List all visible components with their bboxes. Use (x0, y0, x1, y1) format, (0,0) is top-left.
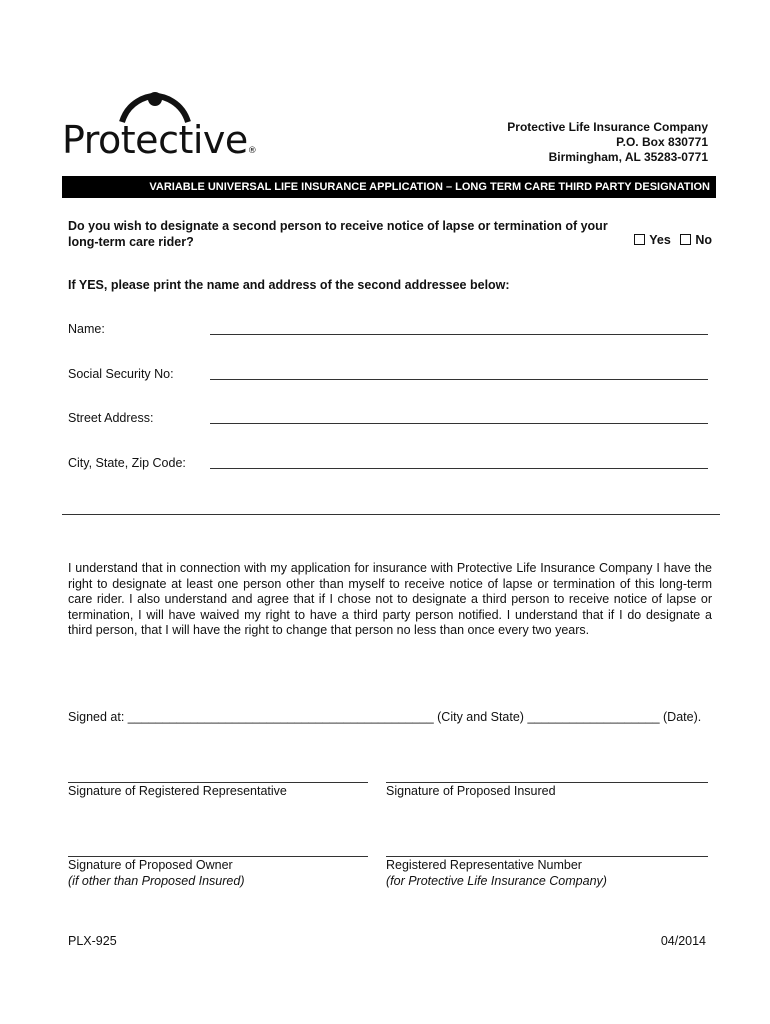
registered-mark: ® (247, 146, 257, 156)
if-yes-instruction: If YES, please print the name and address of the second addressee below: (68, 278, 510, 292)
question-line-2: long-term care rider? (68, 235, 194, 249)
signed-at-label: Signed at: (68, 710, 128, 724)
signed-at-line (68, 710, 701, 724)
city-state-label: (City and State) (433, 710, 528, 724)
insured-signature-line[interactable] (386, 782, 708, 783)
company-city-state-zip: Birmingham, AL 35283-0771 (548, 150, 708, 164)
owner-signature-label: Signature of Proposed Owner (68, 858, 233, 872)
street-address-label: Street Address: (68, 411, 154, 425)
form-number: PLX-925 (68, 934, 117, 948)
ssn-field[interactable] (210, 379, 708, 380)
rep-number-label: Registered Representative Number (386, 858, 582, 872)
no-label: No (695, 233, 712, 247)
company-po-box: P.O. Box 830771 (616, 135, 708, 149)
agreement-paragraph: I understand that in connection with my application for insurance with Protective Life Insurance Company I have the right to designate at least one person other than myself to receive notice of lapse or termination of this long-term care rider. I also understand and agree that if I chose not to designate a third person to receive notice of lapse or termination, I will have waived my right to have a third party person notified. I understand that if I do designate a third person, that I will have the right to change that person no less than once every two years. (68, 561, 712, 637)
yes-no-options (628, 233, 712, 247)
date-label: (Date). (659, 710, 702, 724)
city-state-zip-label: City, State, Zip Code: (68, 456, 186, 470)
insured-signature-label: Signature of Proposed Insured (386, 784, 556, 798)
company-logo (62, 118, 256, 162)
owner-signature-block (68, 858, 245, 889)
yes-label: Yes (649, 233, 671, 247)
owner-signature-note: (if other than Proposed Insured) (68, 873, 245, 888)
company-address (507, 120, 708, 165)
designation-question (68, 218, 628, 250)
city-state-zip-field[interactable] (210, 468, 708, 469)
rep-number-note: (for Protective Life Insurance Company) (386, 873, 607, 888)
signed-at-date-blank[interactable]: ___________________ (527, 710, 660, 724)
rep-number-line[interactable] (386, 856, 708, 857)
section-divider (62, 514, 720, 515)
company-name: Protective Life Insurance Company (507, 120, 708, 134)
rep-signature-line[interactable] (68, 782, 368, 783)
yes-checkbox[interactable] (634, 234, 645, 245)
logo-wordmark: Protective (62, 118, 248, 162)
owner-signature-line[interactable] (68, 856, 368, 857)
street-address-field[interactable] (210, 423, 708, 424)
name-field[interactable] (210, 334, 708, 335)
signed-at-city-blank[interactable]: ____________________________________________ (127, 710, 434, 724)
form-date: 04/2014 (660, 934, 706, 948)
no-checkbox[interactable] (680, 234, 691, 245)
form-title-banner: VARIABLE UNIVERSAL LIFE INSURANCE APPLICATION – LONG TERM CARE THIRD PARTY DESIGNATION (62, 176, 716, 198)
rep-signature-label: Signature of Registered Representative (68, 784, 287, 798)
name-label: Name: (68, 322, 105, 336)
rep-number-block (386, 858, 607, 889)
ssn-label: Social Security No: (68, 367, 174, 381)
question-line-1: Do you wish to designate a second person to receive notice of lapse or termination of your (68, 219, 608, 233)
